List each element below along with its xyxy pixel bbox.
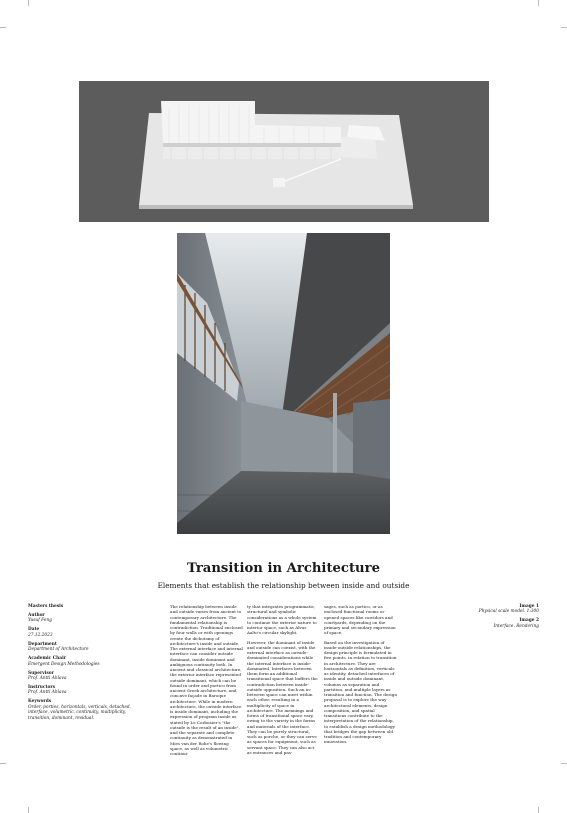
- meta-value: Emergent Design Methodologies: [28, 661, 100, 667]
- meta-label: Department: [28, 641, 57, 647]
- crop-mark: [561, 763, 567, 764]
- page-subtitle: Elements that establish the relationship between inside and outside: [157, 581, 410, 590]
- meta-value: Prof. Antti Ahlava: [28, 690, 67, 696]
- meta-value: Order, porties, horizontals, verticals, detached, interface, volumetric, continuity, multiplicity, transition, dominant, residual.: [28, 704, 131, 721]
- caption-label: Image 1: [519, 604, 539, 609]
- image-captions: [419, 604, 539, 633]
- meta-group: [28, 685, 140, 696]
- meta-label: Keywords: [28, 699, 52, 705]
- meta-group: [28, 627, 140, 638]
- crop-mark: [28, 0, 29, 6]
- crop-mark: [28, 807, 29, 813]
- caption-group: [419, 618, 539, 629]
- caption-label: Image 2: [519, 618, 539, 624]
- body-column-2: [247, 604, 320, 759]
- meta-group: [28, 613, 140, 624]
- meta-value: Prof. Antti Ahlava: [28, 676, 67, 682]
- meta-group: [28, 656, 140, 667]
- caption-value: Physical scale model. 1:300: [478, 609, 539, 615]
- meta-label: Masters thesis: [28, 604, 64, 609]
- interface-rendering-image: [177, 233, 390, 534]
- thesis-metadata: [28, 604, 140, 725]
- meta-value: Yusuf Feng: [28, 618, 52, 624]
- crop-mark: [0, 763, 6, 764]
- crop-mark: [538, 807, 539, 813]
- body-paragraph: The relationship between inside and outside varies from ancient to contemporary architecture. The fundamental relationship is contradiction. Traditional enclosed by four walls or with openings create the dichotomy of architecture's inside and outside. The external interface and internal interface can consider outside dominant, inside dominant and ambiguous continuity both. In ancient and classical architecture, the exterior interface represented outside dominant, which can be found in order and portico from ancient Greek architecture, and concave façade in Baroque architecture. While in modern architecture, the outside interface is inside dominant, including the expression of program inside as stated by Le Corbusier's "the outside is the result of an inside", and the separate and complete continuity as demonstrated in Mies van der Rohe's flowing space, as well as volumetric continui-: [170, 604, 243, 756]
- crop-mark: [538, 0, 539, 6]
- meta-group: [28, 642, 140, 653]
- meta-value: Department of Architecture: [28, 647, 89, 653]
- page-title: Transition in Architecture: [187, 561, 380, 576]
- caption-value: Interface. Rendering: [493, 623, 539, 629]
- meta-group: [28, 604, 140, 609]
- meta-label: Instructors: [28, 685, 56, 691]
- meta-label: Author: [28, 613, 45, 618]
- body-paragraph: sages, such as portico, or as enclosed functional rooms or opened spaces like corridors and courtyards, depending on the primary and secondary expression of space.: [324, 604, 396, 636]
- body-paragraph: However, the dominant of inside and outside can coexist, with the external interface as outside-dominated considerations while the internal interface is inside-dominated. Interfaces between them form an additional transitional space that buffers the contradiction between inside-outside opposition. Such an in-between space can meet within each other, resulting in a multiplicity of space in architecture. The meanings and forms of transitional space vary, owing to the variety in the forms and materials of the interface. They can be purely structural, such as porche, or they can serve as spaces for equipment, such as servant space. They can also act as entrances and pas-: [247, 639, 318, 755]
- meta-label: Date: [28, 627, 40, 633]
- caption-group: [419, 604, 539, 615]
- meta-label: Supervisor: [28, 670, 54, 676]
- body-paragraph: ty that integrates programmatic, structural and symbolic considerations as a whole system to continue the exterior nature to interior space, such as Alvar Aalto's circular skylight.: [247, 604, 317, 636]
- meta-label: Academic Chair: [28, 656, 66, 662]
- crop-mark: [561, 27, 567, 28]
- meta-group: [28, 671, 140, 682]
- physical-model-image: [79, 81, 489, 222]
- body-column-1: [170, 604, 243, 760]
- meta-group: [28, 699, 140, 721]
- body-paragraph: Based on the investigation of inside-outside relationships, the design principle is formulated in five points, in relation to transition in architecture. They are horizontals as definition, verticals as identity, detached interfaces of inside and outside dominant, volumes as separation and partition, and multiple layers as transition and function. The design proposal is to explore the way architectural elements, design composition, and spatial transitions contribute to the interpretation of the relationship, to establish a design methodology that bridges the gap between old tradition and contemporary innovation.: [324, 639, 397, 745]
- meta-value: 27.12.2023: [28, 632, 53, 638]
- crop-mark: [0, 27, 6, 28]
- body-column-3: [324, 604, 397, 749]
